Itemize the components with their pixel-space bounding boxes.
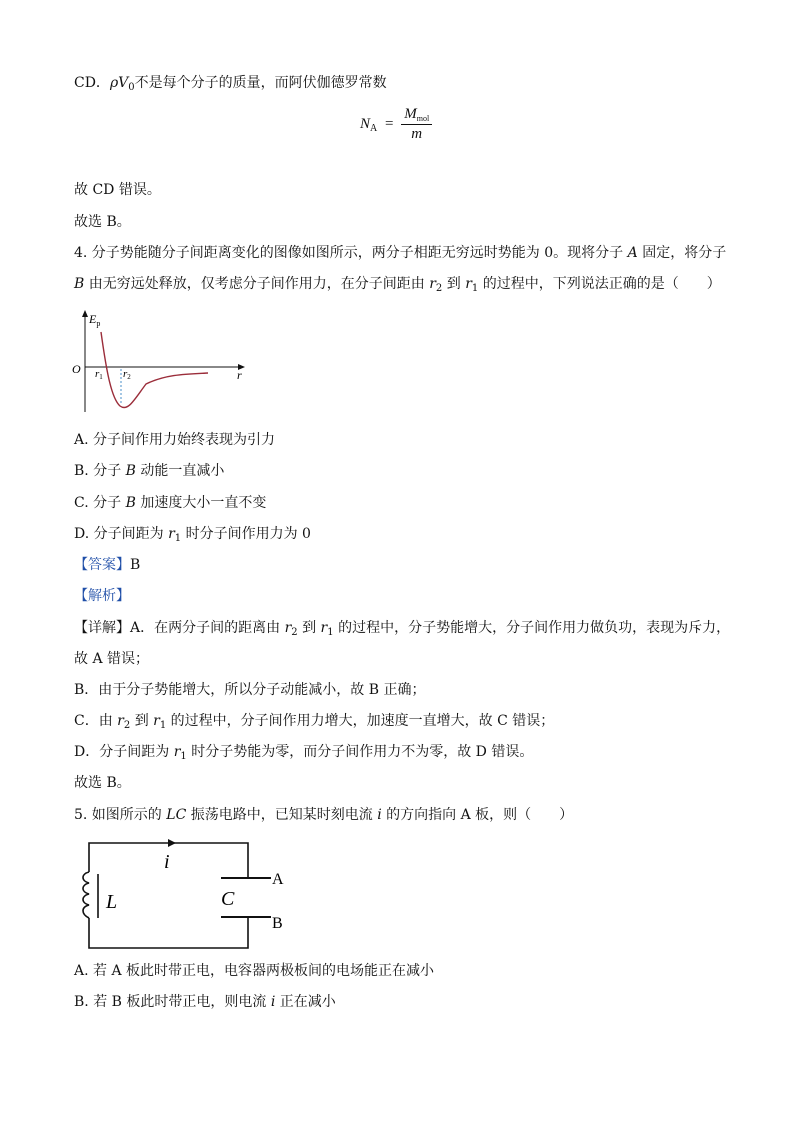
plate-b-label: B: [272, 915, 283, 932]
q4-option-d-var: r: [168, 526, 175, 542]
q5-stem-post: 的方向指向 A 板，则（ ）: [381, 807, 574, 823]
origin-label: O: [72, 362, 81, 376]
y-axis-arrow: [82, 310, 88, 317]
formula-numerator: M: [404, 106, 417, 122]
formula-eq: =: [385, 115, 394, 132]
q5-stem-lc: LC: [166, 807, 187, 823]
potential-energy-graph: [68, 308, 258, 418]
detail-c-post: 的过程中，分子间作用力增大，加速度一直增大，故 C 错误；: [166, 713, 555, 729]
cd-symbol-sub: 0: [128, 82, 135, 93]
q4-stem2-text-a: 由无穷远处释放，仅考虑分子间作用力，在分子间距由: [84, 276, 430, 292]
q4-detail-c: [74, 712, 554, 735]
inductor-coil: [83, 872, 89, 918]
prev-choose-line: 故选 B。: [74, 214, 131, 230]
detail-a-r2: r: [284, 620, 292, 636]
q4-option-c-pre: C. 分子: [74, 495, 126, 511]
q4-r2-sub: 2: [435, 283, 443, 294]
q5-stem-i: i: [377, 807, 382, 823]
potential-curve: [101, 332, 208, 408]
plate-a-label: A: [272, 871, 284, 888]
x-axis-label: r: [237, 368, 242, 382]
detail-d-post: 时分子势能为零，而分子间作用力不为零，故 D 错误。: [186, 744, 534, 760]
formula-denominator: m: [411, 126, 423, 142]
q4-var-b: B: [74, 276, 85, 292]
q4-option-b-var: B: [125, 463, 136, 479]
detail-a-mid: 到: [297, 620, 321, 636]
r1-label: r1: [95, 368, 103, 381]
detail-c-r2-sub: 2: [123, 720, 131, 731]
q4-analysis-tag: 【解析】: [74, 588, 130, 604]
cd-wrong-line: 故 CD 错误。: [74, 182, 161, 198]
q4-stem-text-b: 固定，将分子: [637, 245, 727, 261]
q4-option-b-post: 动能一直减小: [135, 463, 225, 479]
detail-d-pre: D．分子间距为: [74, 744, 174, 760]
r2-label: r2: [123, 368, 131, 381]
q4-choose-line: 故选 B。: [74, 775, 131, 791]
q4-detail-b: B．由于分子势能增大，所以分子动能减小，故 B 正确；: [74, 682, 426, 698]
q5-option-b-post: 正在减小: [275, 994, 336, 1010]
q4-answer: [74, 556, 140, 574]
detail-c-mid: 到: [130, 713, 154, 729]
detail-a-r2-sub: 2: [291, 627, 298, 638]
q5-option-b: [74, 993, 336, 1011]
q4-option-c: [74, 494, 266, 512]
q4-r1-sub: 1: [471, 283, 479, 294]
q4-option-a: A. 分子间作用力始终表现为引力: [74, 432, 276, 448]
q4-option-d: [74, 525, 311, 548]
q4-detail-a-line2: 故 A 错误；: [74, 651, 150, 667]
q5-stem: [74, 806, 573, 824]
detail-tag: 【详解】: [74, 620, 130, 636]
current-label: i: [164, 851, 170, 873]
q4-stem2-text-b: 的过程中，下列说法正确的是（ ）: [478, 276, 721, 292]
q5-option-b-var: i: [270, 994, 276, 1010]
q4-r2: r: [429, 276, 436, 292]
q5-option-a: A. 若 A 板此时带正电，电容器两极板间的电场能正在减小: [74, 963, 435, 979]
detail-d-r1-sub: 1: [180, 751, 187, 762]
q4-stem-text-a: 4. 分子势能随分子间距离变化的图像如图所示，两分子相距无穷远时势能为 0。现将分子: [74, 245, 628, 261]
q4-stem2-mid: 到: [442, 276, 466, 292]
inductor-label: L: [106, 891, 118, 913]
detail-c-r1-sub: 1: [159, 720, 167, 731]
current-arrow: [168, 839, 176, 847]
formula-lhs-sub: A: [370, 122, 378, 134]
q4-detail-a: [74, 619, 730, 642]
avogadro-formula: [360, 106, 432, 143]
q5-option-b-pre: B. 若 B 板此时带正电，则电流: [74, 994, 271, 1010]
cd-explanation: [74, 74, 387, 97]
cd-prefix: CD．: [74, 75, 110, 91]
q4-option-d-post: 时分子间作用力为 0: [181, 526, 311, 542]
circuit-wire-bottom: [89, 917, 248, 948]
q5-stem-mid: 振荡电路中，已知某时刻电流: [186, 807, 378, 823]
q4-option-d-sub: 1: [174, 533, 182, 544]
q4-option-c-post: 加速度大小一直不变: [135, 495, 267, 511]
q4-stem-line2: [74, 275, 721, 298]
detail-a-r1-sub: 1: [327, 627, 334, 638]
formula-lhs: N: [360, 115, 371, 132]
q4-option-d-pre: D. 分子间距为: [74, 526, 169, 542]
q4-option-b-pre: B. 分子: [74, 463, 126, 479]
capacitor-label: C: [221, 888, 235, 910]
answer-value: B: [130, 557, 141, 573]
formula-numerator-sub: mol: [416, 114, 430, 123]
q4-r1: r: [465, 276, 472, 292]
detail-c-pre: C．由: [74, 713, 118, 729]
lc-circuit-diagram: [80, 836, 300, 956]
q4-detail-d: [74, 743, 533, 766]
q5-stem-pre: 5. 如图所示的: [74, 807, 167, 823]
cd-symbol: ρV: [109, 75, 129, 91]
detail-c-r2: r: [117, 713, 124, 729]
detail-a-r1: r: [320, 620, 328, 636]
q4-option-b: [74, 462, 224, 480]
answer-tag: 【答案】: [74, 557, 130, 573]
q4-option-c-var: B: [125, 495, 136, 511]
detail-a-post: 的过程中，分子势能增大，分子间作用力做负功，表现为斥力，: [333, 620, 731, 636]
detail-a-pre: A．在两分子间的距离由: [130, 620, 285, 636]
q4-var-a: A: [627, 245, 638, 261]
y-axis-label: $E_p$: [89, 312, 101, 328]
detail-d-r1: r: [173, 744, 181, 760]
q4-stem-line1: [74, 244, 726, 262]
detail-c-r1: r: [153, 713, 160, 729]
cd-text: 不是每个分子的质量，而阿伏伽德罗常数: [134, 75, 387, 91]
